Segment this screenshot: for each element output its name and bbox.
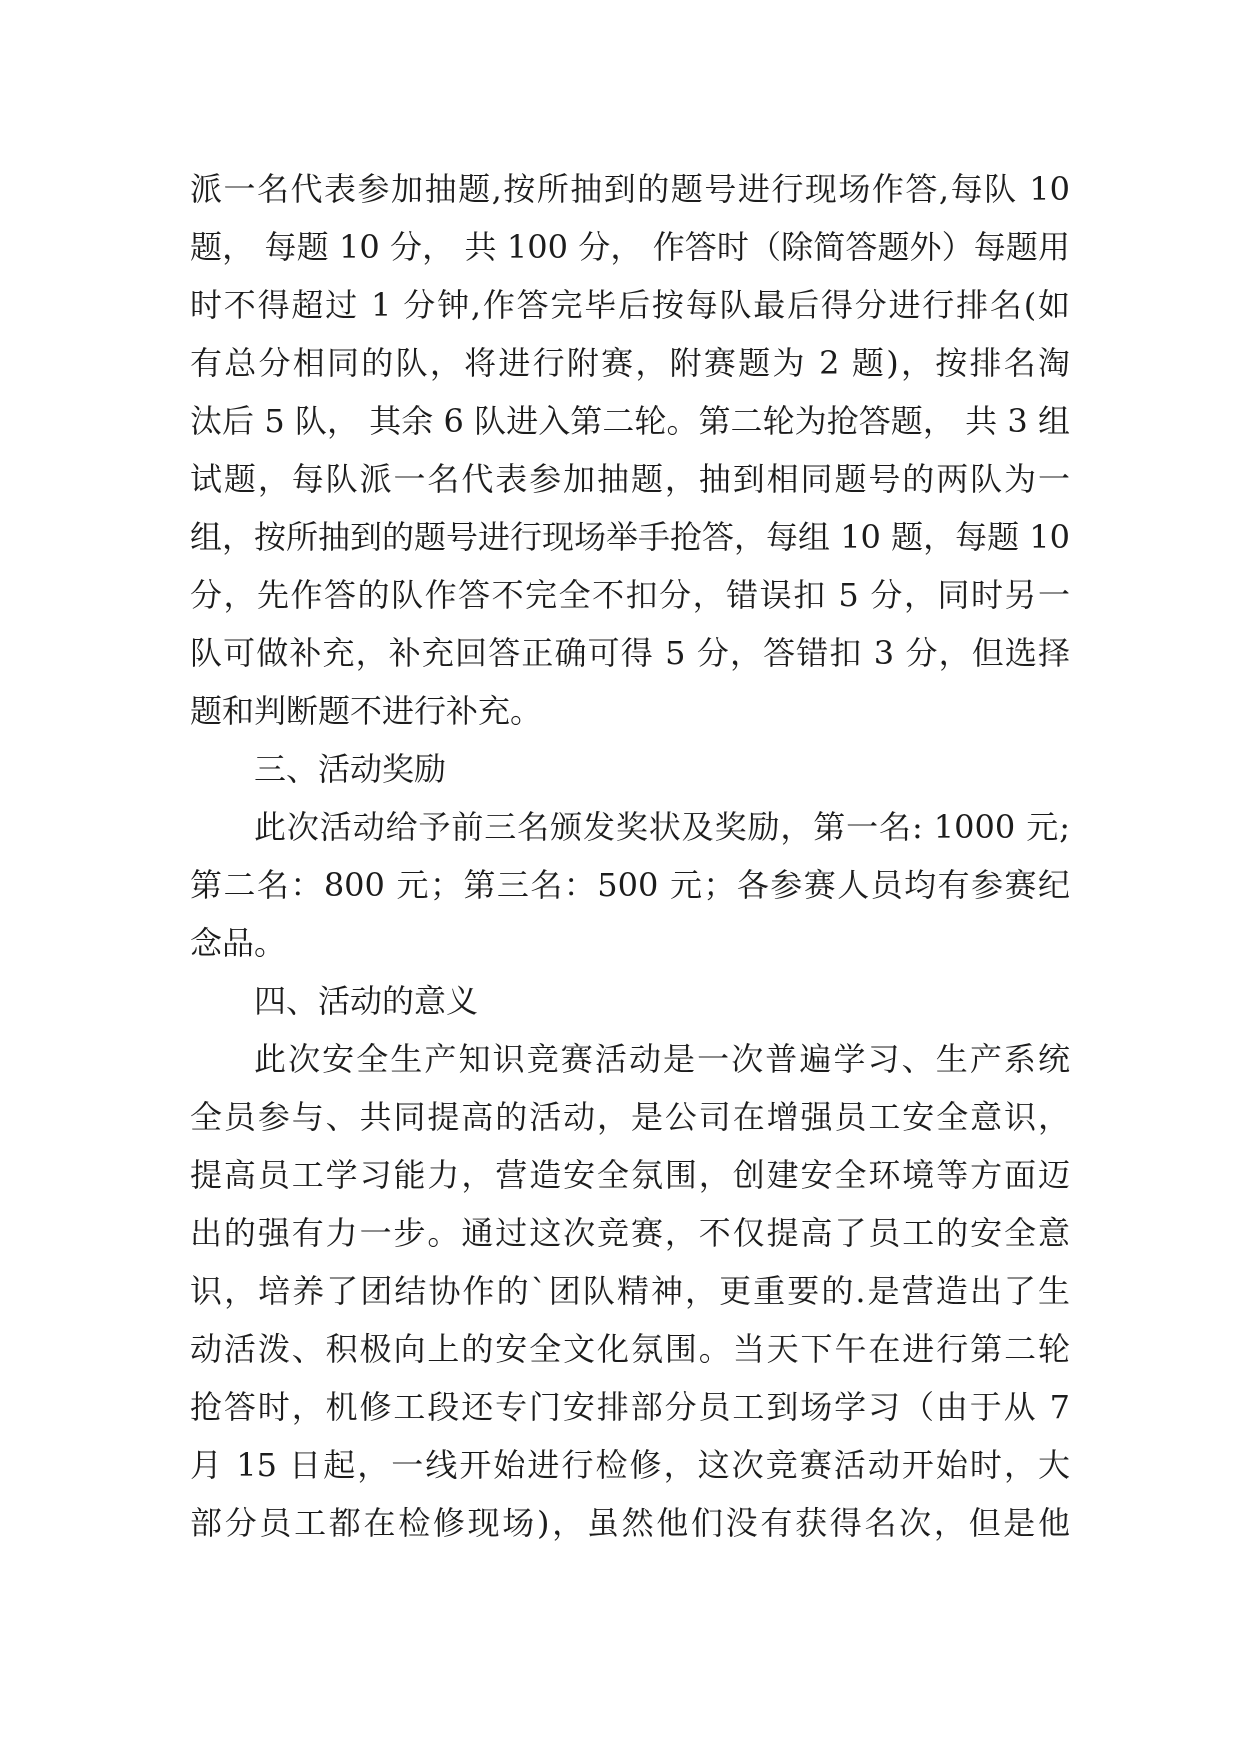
text-line: 提高员工学习能力，营造安全氛围，创建安全环境等方面迈 [190,1156,1070,1194]
text-line: 动活泼、积极向上的安全文化氛围。当天下午在进行第二轮 [190,1330,1070,1368]
text-line: 题和判断题不进行补充。 [190,692,543,730]
text-line: 此次活动给予前三名颁发奖状及奖励，第一名: 1000 元; [254,808,1070,846]
text-line: 第二名：800 元；第三名：500 元；各参赛人员均有参赛纪 [190,866,1070,904]
text-line: 时不得超过 1 分钟,作答完毕后按每队最后得分进行排名(如 [190,286,1070,324]
text-line: 月 15 日起，一线开始进行检修，这次竞赛活动开始时，大 [190,1446,1070,1484]
section-heading: 四、活动的意义 [254,982,479,1020]
text-line: 部分员工都在检修现场)，虽然他们没有获得名次，但是他 [190,1504,1070,1542]
text-line: 全员参与、共同提高的活动，是公司在增强员工安全意识， [190,1098,1070,1136]
text-line: 试题，每队派一名代表参加抽题，抽到相同题号的两队为一 [190,460,1070,498]
text-line: 分，先作答的队作答不完全不扣分，错误扣 5 分，同时另一 [190,576,1070,614]
text-line: 汰后 5 队， 其余 6 队进入第二轮。第二轮为抢答题， 共 3 组 [190,402,1070,440]
section-heading: 三、活动奖励 [254,750,447,788]
text-line: 组，按所抽到的题号进行现场举手抢答，每组 10 题，每题 10 [190,518,1070,556]
text-line: 此次安全生产知识竞赛活动是一次普遍学习、生产系统 [254,1040,1070,1078]
document-body [190,160,1070,1552]
text-line: 识，培养了团结协作的`团队精神，更重要的.是营造出了生 [190,1272,1070,1310]
text-line: 派一名代表参加抽题,按所抽到的题号进行现场作答,每队 10 [190,170,1070,208]
text-line: 有总分相同的队，将进行附赛，附赛题为 2 题)，按排名淘 [190,344,1070,382]
text-line: 念品。 [190,924,287,962]
text-line: 题， 每题 10 分， 共 100 分， 作答时（除简答题外）每题用 [190,228,1070,266]
text-line: 队可做补充，补充回答正确可得 5 分，答错扣 3 分，但选择 [190,634,1070,672]
text-line: 抢答时，机修工段还专门安排部分员工到场学习（由于从 7 [190,1388,1070,1426]
text-line: 出的强有力一步。通过这次竞赛，不仅提高了员工的安全意 [190,1214,1070,1252]
